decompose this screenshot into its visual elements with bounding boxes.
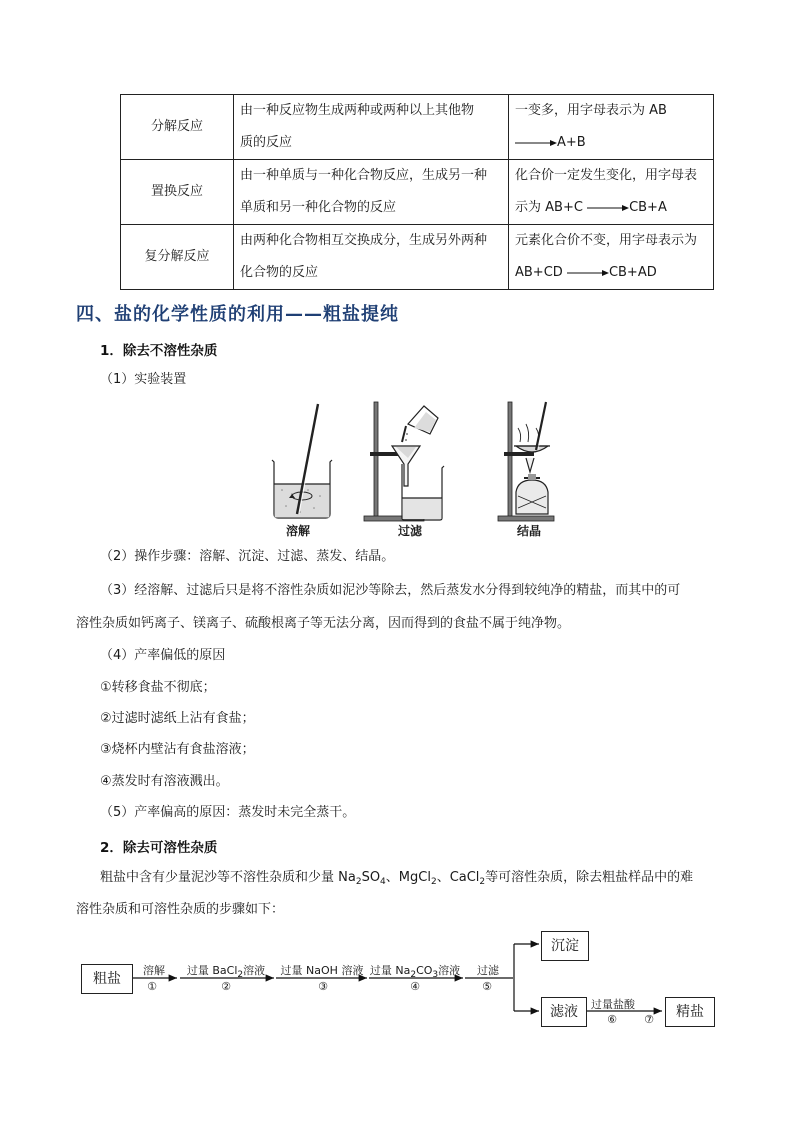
flow-step-number: ②: [221, 980, 231, 993]
flow-step-label: 过滤: [477, 964, 499, 977]
flow-step-number: ⑥: [607, 1013, 617, 1026]
subsection-title: 1．除去不溶性杂质: [100, 343, 218, 359]
apparatus-caption-crystallize: 结晶: [516, 524, 541, 538]
apparatus-caption-dissolve: 溶解: [285, 524, 310, 538]
reaction-definition: 由两种化合物相互交换成分，生成另外两种 化合物的反应: [234, 225, 509, 290]
reaction-arrow: [567, 268, 609, 278]
flow-step-number: ③: [318, 980, 328, 993]
flow-step-number: ④: [410, 980, 420, 993]
reaction-notation: 化合价一定发生变化，用字母表 示为 AB+C CB+A: [509, 160, 714, 225]
paragraph: 溶性杂质和可溶性杂质的步骤如下：: [76, 902, 285, 917]
table-row: [121, 160, 714, 225]
reaction-definition: 由一种反应物生成两种或两种以上其他物 质的反应: [234, 95, 509, 160]
flow-step-label: 溶解: [143, 964, 165, 977]
reaction-arrow: [587, 203, 629, 213]
flow-node-refined-salt: 精盐: [665, 997, 715, 1027]
reaction-type-table: [120, 94, 714, 290]
reaction-name: 复分解反应: [121, 225, 234, 290]
flow-step-label: 过量 NaOH 溶液: [280, 964, 364, 977]
reaction-definition: 由一种单质与一种化合物反应，生成另一种 单质和另一种化合物的反应: [234, 160, 509, 225]
flow-step-label: 过量盐酸: [591, 998, 635, 1011]
reaction-notation: 一变多，用字母表示为 AB A+B: [509, 95, 714, 160]
reaction-name: 分解反应: [121, 95, 234, 160]
evaporation-stand-icon: [498, 402, 554, 521]
section-heading: 四、盐的化学性质的利用——粗盐提纯: [76, 304, 399, 325]
flow-node-precipitate: 沉淀: [541, 931, 589, 961]
table-row: [121, 225, 714, 290]
paragraph: （5）产率偏高的原因：蒸发时未完全蒸干。: [100, 805, 356, 820]
paragraph: （2）操作步骤：溶解、沉淀、过滤、蒸发、结晶。: [100, 549, 395, 564]
subsection-title: 2．除去可溶性杂质: [100, 840, 218, 856]
flow-node-filtrate: 滤液: [541, 997, 587, 1027]
filtration-stand-icon: [364, 402, 444, 521]
flow-step-number: ⑦: [644, 1013, 654, 1026]
paragraph: 粗盐中含有少量泥沙等不溶性杂质和少量 $Na_2SO_4$、MgCl$_2$、CaCl$_2$等可溶性杂质，除去粗盐样品中的难: [100, 870, 694, 887]
list-item: ②过滤时滤纸上沾有食盐；: [100, 711, 255, 726]
list-item: ④蒸发时有溶液溅出。: [100, 774, 229, 789]
paragraph: （1）实验装置: [100, 372, 187, 387]
apparatus-caption-filter: 过滤: [397, 524, 422, 538]
reaction-name: 置换反应: [121, 160, 234, 225]
paragraph: 溶性杂质如钙离子、镁离子、硫酸根离子等无法分离，因而得到的食盐不属于纯净物。: [76, 616, 571, 631]
flow-step-label: 过量 $Na_2CO_3$溶液: [369, 964, 461, 980]
flow-node-crude-salt: 粗盐: [81, 964, 133, 994]
reaction-arrow: [515, 138, 557, 148]
flow-step-number: ①: [147, 980, 157, 993]
apparatus-illustration: [262, 398, 562, 524]
reaction-notation: 元素化合价不变，用字母表示为 AB+CD CB+AD: [509, 225, 714, 290]
flow-step-label: 过量 BaCl$_2$溶液: [186, 964, 266, 980]
beaker-stirring-icon: [272, 404, 332, 518]
paragraph: （4）产率偏低的原因: [100, 648, 226, 663]
table-row: [121, 95, 714, 160]
paragraph: （3）经溶解、过滤后只是将不溶性杂质如泥沙等除去，然后蒸发水分得到较纯净的精盐，而其中的可: [100, 583, 681, 598]
list-item: ③烧杯内壁沾有食盐溶液；: [100, 742, 255, 757]
list-item: ①转移食盐不彻底；: [100, 680, 216, 695]
flow-step-number: ⑤: [482, 980, 492, 993]
